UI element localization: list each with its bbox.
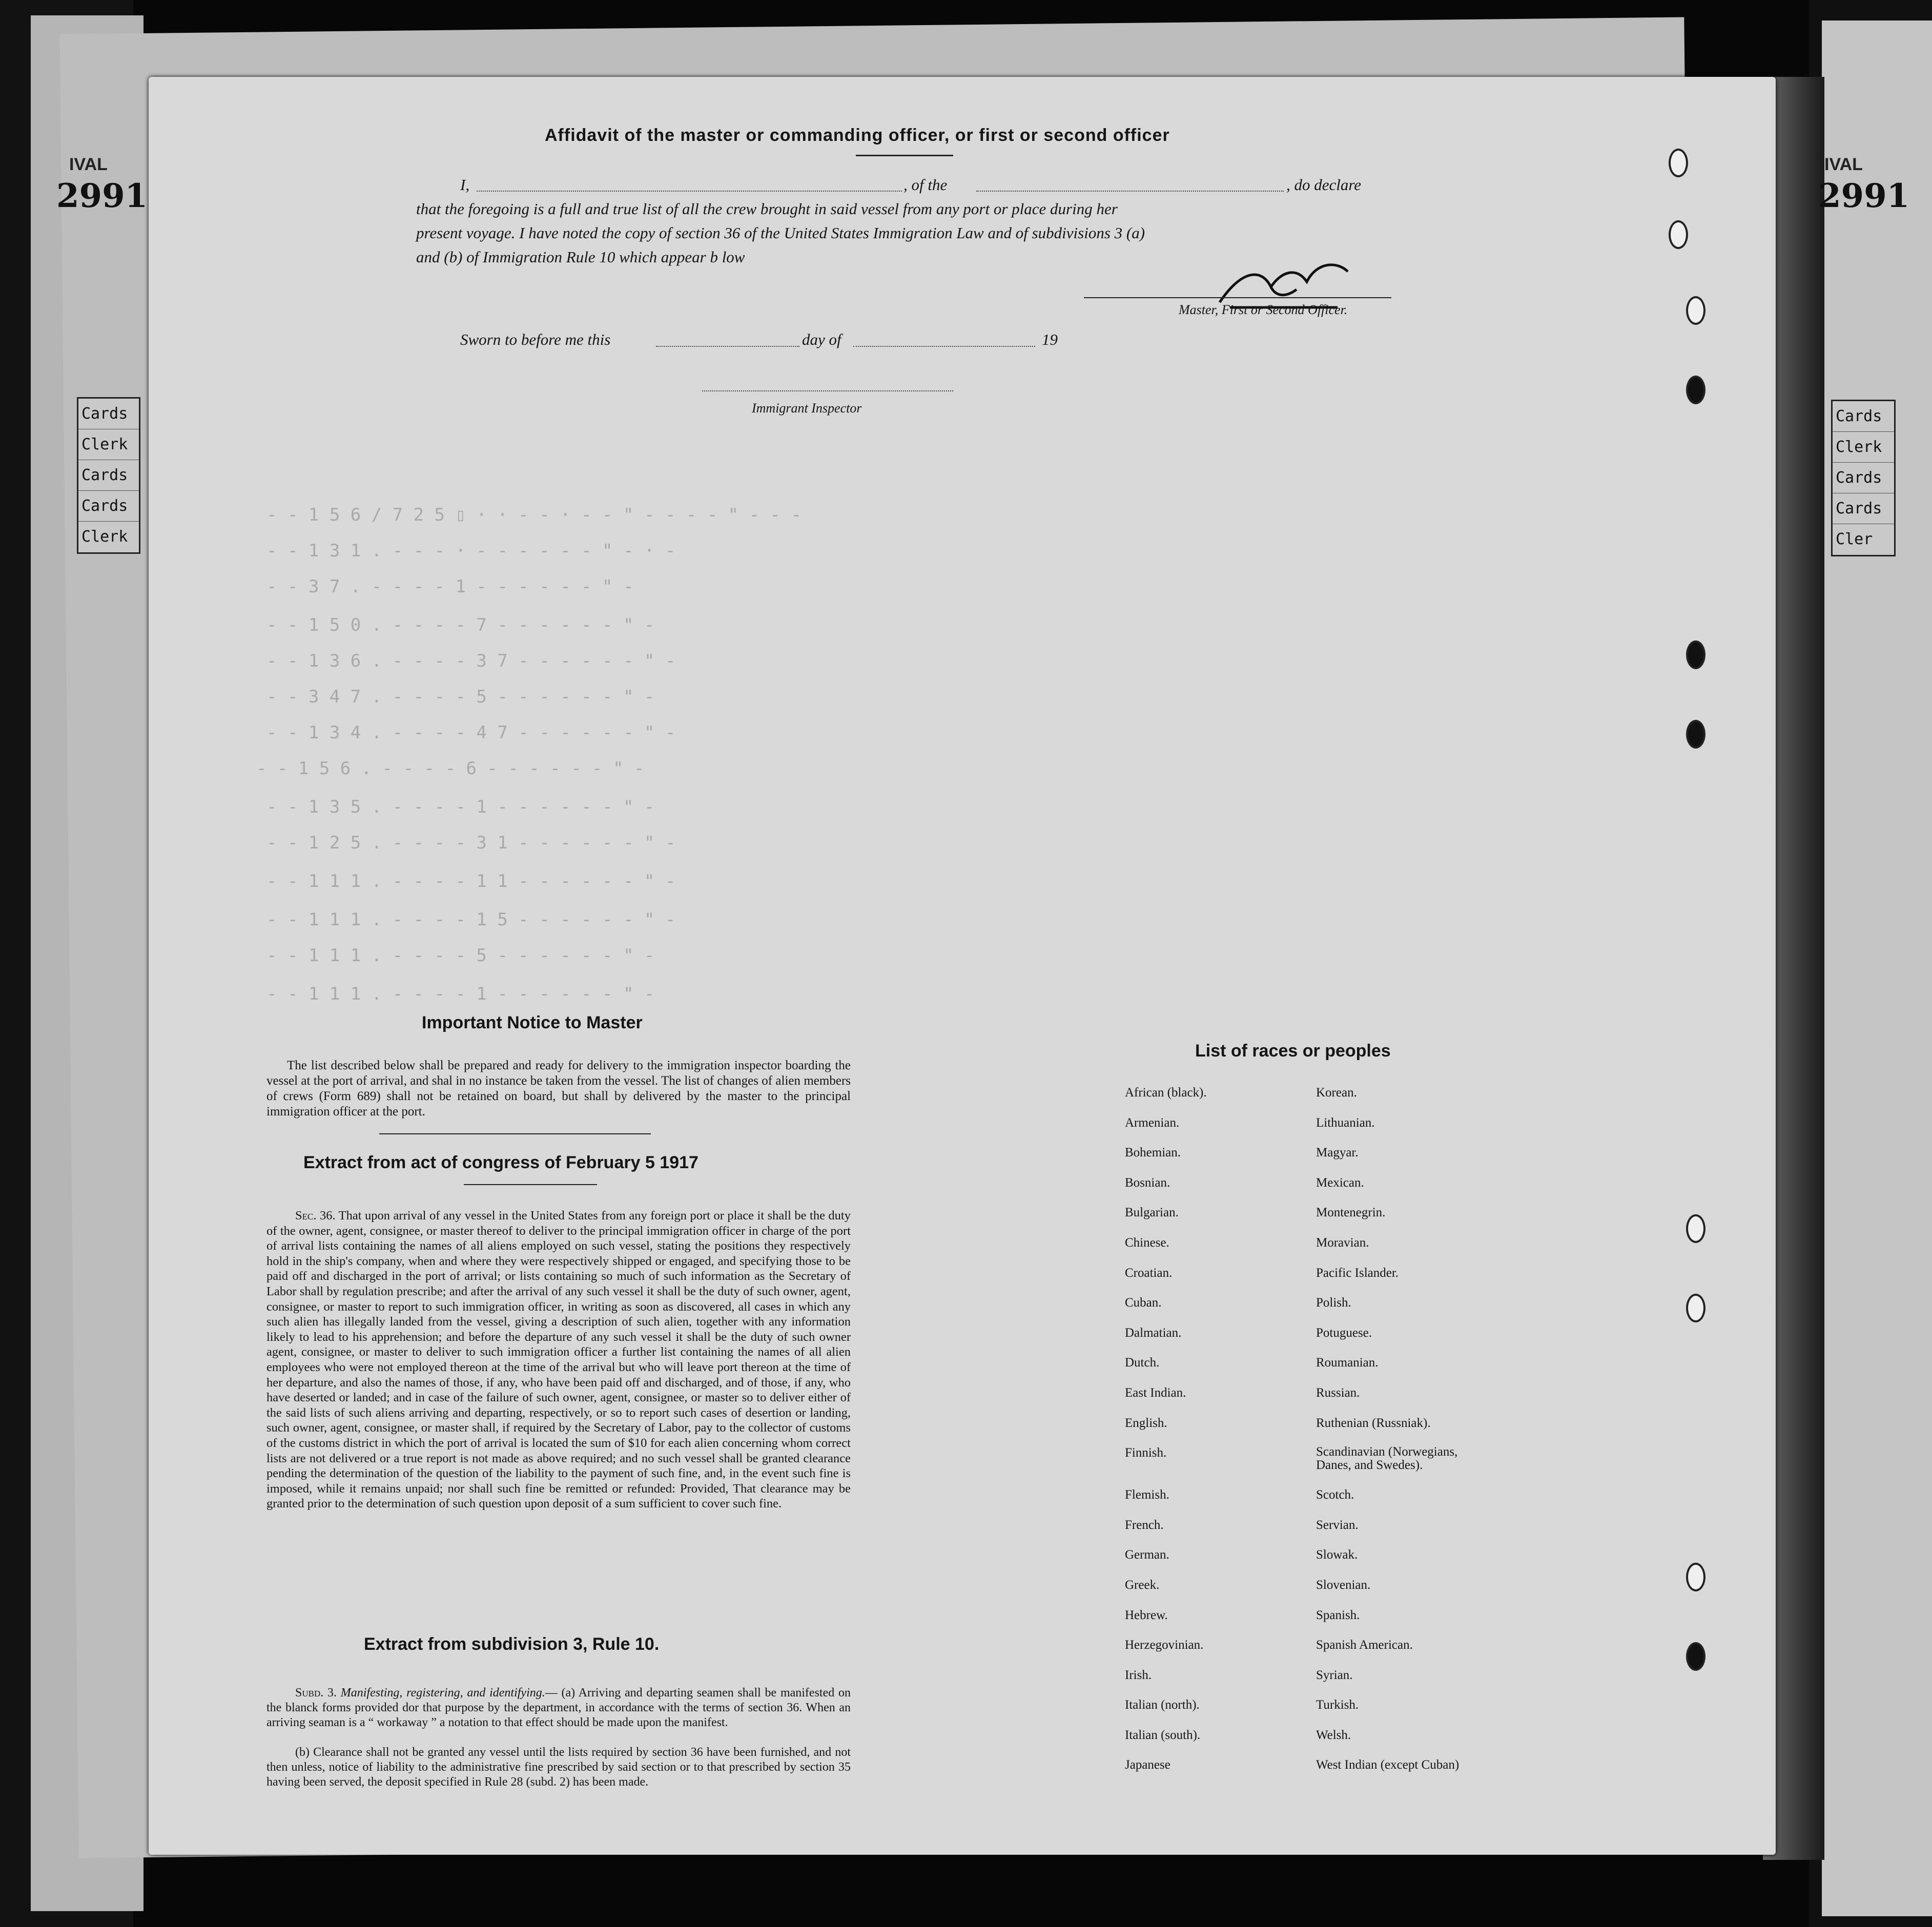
race-item: Russian. [1316,1385,1360,1400]
bleed-through-row: - - 1 1 1 . - - - - 1 - - - - - - " - [266,984,655,1004]
binder-hole [1686,1642,1705,1671]
affidavit-line3: present voyage. I have noted the copy of section 36 of the United States Immigration Law and of subdivisions 3 (a) [416,224,1145,242]
race-item: Magyar. [1316,1146,1359,1160]
bleed-through-row: - - 1 3 4 . - - - - 4 7 - - - - - - " - [266,722,676,743]
manifest-page [149,77,1776,1855]
extract-act-title: Extract from act of congress of February 5 1917 [303,1153,698,1172]
notice-body: The list described below shall be prepared and ready for delivery to the immigration inspector boarding the vessel at the port of arrival, and shal in no instance be taken from the vessel. The list of changes of alien members of crews (Form 689) shall not be retained on board, but shall by delivered by the master to the principal immigration officer at the port. [266,1059,851,1118]
race-item: Spanish American. [1316,1638,1413,1652]
stamp-line: Cards [1833,401,1894,432]
race-item: Herzegovinian. [1125,1638,1204,1652]
left-margin-number: 2991 [56,177,148,215]
subd-para-a: — (a) Arriving and departing seamen shall be manifested on the blanck forms provided dor that purpose by the department, in accordance with the terms of section 36. When an arriving seaman is a “ workaway ” a notation to that effect should be made upon the manifest. [266,1686,851,1729]
race-item: Moravian. [1316,1235,1369,1250]
race-item: Slovenian. [1316,1578,1371,1592]
race-item: Hebrew. [1125,1608,1168,1622]
race-item: Scotch. [1316,1488,1354,1502]
signature-label: Master, First or Second Officer. [1179,302,1348,317]
binder-hole [1686,296,1705,325]
name-blank [477,191,902,192]
stamp-line: Cards [1833,493,1894,524]
subd-label: Subd. 3. [295,1686,337,1700]
bleed-through-row: - - 1 3 6 . - - - - 3 7 - - - - - - " - [266,651,676,671]
race-item: Scandinavian (Norwegians, Danes, and Swedes). [1316,1445,1458,1473]
sec-body: That upon arrival of any vessel in the United States from any foreign port or place it shall be the duty of the owner, agent, consignee, or master thereof to deliver to the principal immigration officer in charge of the port of arrival lists containing the names of all aliens employed on such vessel, stating the positions they respectively hold in the ship's company, when and where they were respectively shipped or engaged, and specifying those to be paid off and discharged in the port of arrival; or lists containing so much of such information as the Secretary of Labor shall by regulation prescribe; and after the arrival of any such vessel it shall be the duty of such owner, agent, consignee, or master to report to such immigration officer, in writing as soon as discovered, all cases in which any such alien has illegally landed from the vessel, giving a description of such alien, together with any information likely to lead to his apprehension; and before the departure of any such vessel it shall be the duty of such owner agent, consignee, or master to deliver to such immigration officer a further list containing the names of all alien employees who were not employed thereon at the time of the arrival but who will leave port thereon at the time of her departure, and also the names of those, if any, who have been paid off and discharged, and of those, if any, who have deserted or landed; and in case of the failure of such owner, agent, consignee, or master so to deliver either of the said lists of such aliens arriving and departing, respectively, or so to report such cases of desertion or landing, such owner, agent, consignee, or master shall, if required by the Secretary of Labor, pay to the collector of customs of the customs district in which the port of arrival is located the sum of $10 for each alien concerning whom correct lists are not delivered or a true report is not made as above required; and no such vessel shall be granted clearance pending the determination of the question of the liability to the payment of such fine, and, in the event such fine is imposed, while it remains unpaid; nor shall such fine be remitted or refunded: Provided, That clearance may be granted prior to the determination of such question upon deposit of a sum sufficient to cover such fine. [266,1209,851,1511]
binder-hole [1686,640,1705,669]
left-margin-label: IVAL [69,155,108,174]
race-item: Servian. [1316,1518,1359,1532]
right-neighbor-paper [1822,20,1932,1916]
stamp-line: Cards [78,491,139,522]
race-item: Italian (south). [1125,1728,1201,1742]
race-item: Welsh. [1316,1728,1351,1742]
race-item: Turkish. [1316,1698,1359,1712]
affidavit-line1-end: , do declare [1286,176,1362,194]
inspector-label: Immigrant Inspector [752,401,862,416]
binder-hole [1686,1214,1705,1243]
race-item: French. [1125,1518,1164,1532]
race-item: Chinese. [1125,1235,1169,1250]
race-item: Bohemian. [1125,1146,1181,1160]
bleed-through-row: - - 1 3 1 . - - - · - - - - - - " - · - [266,541,676,561]
bleed-through-row: - - 3 7 . - - - - 1 - - - - - - " - [266,576,634,597]
sworn-day-blank [656,346,799,347]
stamp-line: Clerk [1833,432,1894,463]
extract-rule-title: Extract from subdivision 3, Rule 10. [364,1634,660,1654]
binder-hole [1686,1294,1705,1322]
affidavit-line4: and (b) of Immigration Rule 10 which appear b low [416,248,745,266]
race-item: Japanese [1125,1758,1170,1772]
sworn-end: 19 [1042,330,1058,348]
binder-hole [1669,220,1688,249]
race-item: East Indian. [1125,1385,1186,1400]
sworn-mid: day of [802,330,841,348]
race-item: Italian (north). [1125,1698,1200,1712]
race-item: Bosnian. [1125,1175,1170,1190]
stamp-line: Cards [78,399,139,429]
stamp-line: Cards [1833,463,1894,493]
binder-hole [1686,376,1705,404]
race-item: Armenian. [1125,1115,1180,1130]
right-margin-label: IVAL [1824,155,1863,174]
race-item: Potuguese. [1316,1325,1372,1340]
affidavit-line2: that the foregoing is a full and true list of all the crew brought in said vessel from any port or place during her [416,200,1118,218]
inspector-blank [702,390,953,391]
sworn-month-blank [853,346,1035,347]
binder-hole [1669,149,1688,177]
sworn-start: Sworn to before me this [460,330,611,348]
race-item: Mexican. [1316,1175,1364,1190]
extract-act-underline [464,1184,597,1185]
sec-label: Sec. 36. [295,1209,336,1222]
race-item: African (black). [1125,1086,1207,1100]
notice-title: Important Notice to Master [422,1013,643,1032]
bleed-through-row: - - 1 1 1 . - - - - 1 5 - - - - - - " - [266,909,676,930]
subd-heading: Manifesting, registering, and identifying. [340,1686,545,1700]
binder-hole [1686,720,1705,749]
races-column-left [1125,1085,1299,1788]
race-item: Finnish. [1125,1446,1167,1460]
extract-act-body [266,1208,851,1511]
title-underline [856,155,953,156]
race-item: Flemish. [1125,1488,1169,1502]
race-item: Lithuanian. [1316,1115,1375,1130]
race-item: Montenegrin. [1316,1206,1386,1220]
bleed-through-row: - - 1 5 6 . - - - - 6 - - - - - - " - [256,758,645,779]
extract-rule-para-b: (b) Clearance shall not be granted any vessel until the lists required by section 36 have been furnished, and not then unless, notice of liability to the administrative fine prescribed by said section or to that prescribed by section 35 having been served, the deposit specified in Rule 28 (subd. 2) has been made. [266,1746,851,1789]
bleed-through-row: - - 1 5 0 . - - - - 7 - - - - - - " - [266,615,655,635]
race-item: Cuban. [1125,1296,1162,1310]
stamp-line: Clerk [81,528,128,546]
race-item: English. [1125,1416,1167,1430]
race-item: West Indian (except Cuban) [1316,1758,1460,1772]
stamp-line: Cler [1836,530,1873,548]
race-item: German. [1125,1548,1169,1562]
stamp-line: Clerk [78,429,139,460]
race-item: Bulgarian. [1125,1206,1179,1220]
bleed-through-row: - - 1 2 5 . - - - - 3 1 - - - - - - " - [266,833,676,853]
races-title: List of races or peoples [1195,1041,1391,1061]
race-item: Slowak. [1316,1548,1358,1562]
races-column-right [1316,1085,1490,1788]
affidavit-line1-start: I, [460,176,470,194]
race-item: Croatian. [1125,1266,1173,1280]
right-margin-number: 2991 [1818,177,1910,215]
binder-hole [1686,1563,1705,1591]
left-clerk-stamp [77,397,140,554]
race-item: Roumanian. [1316,1356,1379,1370]
race-item: Pacific Islander. [1316,1266,1399,1280]
affidavit-line1-mid: , of the [903,176,948,194]
race-item: Dutch. [1125,1356,1160,1370]
stamp-line: Cards [78,460,139,491]
race-item: Spanish. [1316,1608,1360,1622]
bleed-through-row: - - 1 1 1 . - - - - 1 1 - - - - - - " - [266,871,676,892]
race-item: Irish. [1125,1668,1152,1682]
bleed-through-row: - - 1 3 5 . - - - - 1 - - - - - - " - [266,797,655,817]
race-item: Korean. [1316,1086,1357,1100]
bleed-through-row: - - 1 1 1 . - - - - 5 - - - - - - " - [266,945,655,966]
race-item: Greek. [1125,1578,1160,1592]
notice-divider [379,1133,651,1134]
race-item: Polish. [1316,1296,1351,1310]
bleed-through-row: - - 3 4 7 . - - - - 5 - - - - - - " - [266,687,655,707]
right-clerk-stamp [1831,400,1896,556]
affidavit-title: Affidavit of the master or commanding officer, or first or second officer [545,126,1170,145]
extract-rule-para-a [266,1686,851,1730]
bleed-through-row: - - 1 5 6 / 7 2 5 ▯ · · - - · - - " - - - - " - - - [266,505,801,525]
signature-line [1084,297,1391,298]
race-item: Dalmatian. [1125,1325,1182,1340]
race-item: Ruthenian (Russniak). [1316,1416,1431,1430]
race-item: Syrian. [1316,1668,1353,1682]
vessel-blank [976,191,1284,192]
